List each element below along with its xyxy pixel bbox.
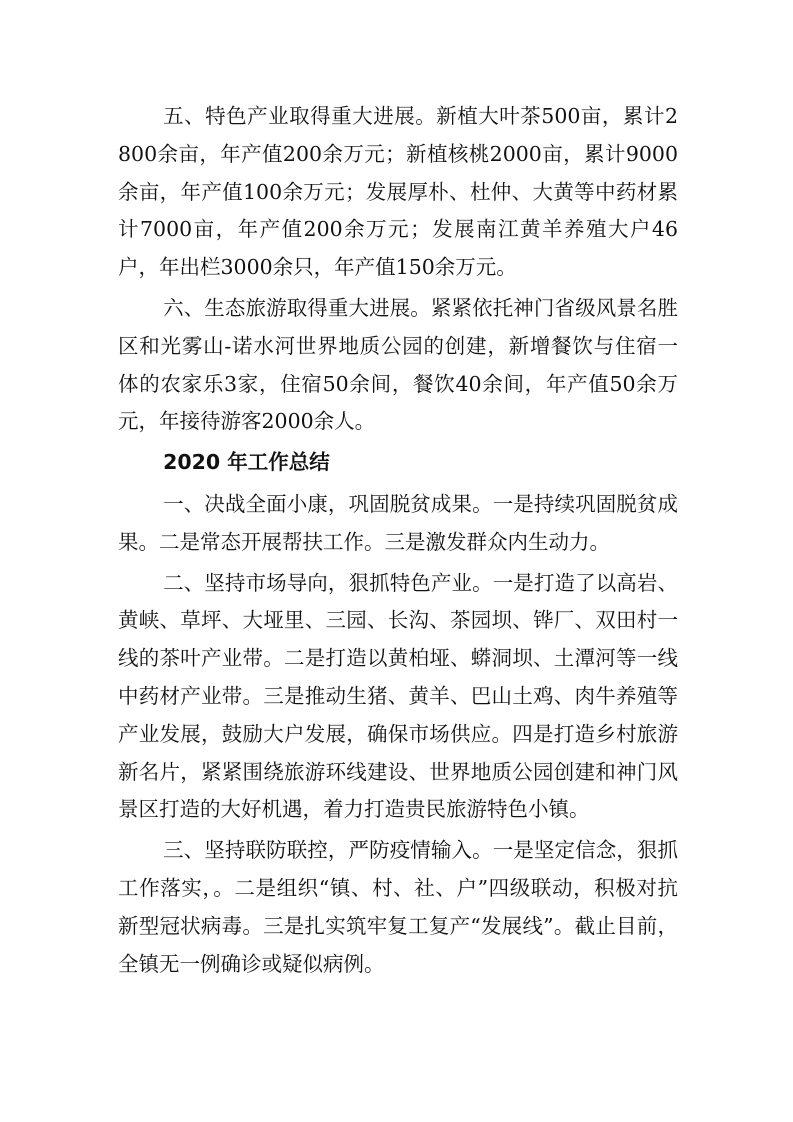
paragraph-epidemic-control: 三、坚持联防联控，严防疫情输入。一是坚定信念，狠抓工作落实，。二是组织“镇、村、社、户”四级联动，积极对抗新型冠状病毒。三是扎实筑牢复工复产“发展线”。截止目前，全镇无一例确诊或疑似病例。: [118, 838, 678, 976]
section-title: 2020 年工作总结: [163, 450, 330, 475]
paragraph-eco-tourism: 六、生态旅游取得重大进展。紧紧依托神门省级风景名胜区和光雾山-诺水河世界地质公园的创建，新增餐饮与住宿一体的农家乐3家，住宿50余间，餐饮40余间，年产值50余万元，年接待游客2000余人。: [118, 295, 678, 434]
document-body: [118, 98, 678, 986]
paragraph-poverty-results: 一、决战全面小康，巩固脱贫成果。一是持续巩固脱贫成果。二是常态开展帮扶工作。三是激发群众内生动力。: [118, 491, 678, 554]
paragraph-market-orientation: 二、坚持市场导向，狠抓特色产业。一是打造了以高岩、黄峡、草坪、大垭里、三园、长沟、茶园坝、铧厂、双田村一线的茶叶产业带。二是打造以黄柏垭、蟒洞坝、土潭河等一线中药材产业带。三是推动生猪、黄羊、巴山土鸡、肉牛养殖等产业发展，鼓励大户发展，确保市场供应。四是打造乡村旅游新名片，紧紧围绕旅游环线建设、世界地质公园创建和神门风景区打造的大好机遇，着力打造贵民旅游特色小镇。: [118, 570, 678, 822]
paragraph-specialty-industry: 五、特色产业取得重大进展。新植大叶茶500亩，累计2800余亩，年产值200余万元；新植核桃2000亩，累计9000余亩，年产值100余万元；发展厚朴、杜仲、大黄等中药材累计7000亩，年产值200余万元；发展南江黄羊养殖大户46户，年出栏3000余只，年产值150余万元。: [118, 104, 678, 280]
